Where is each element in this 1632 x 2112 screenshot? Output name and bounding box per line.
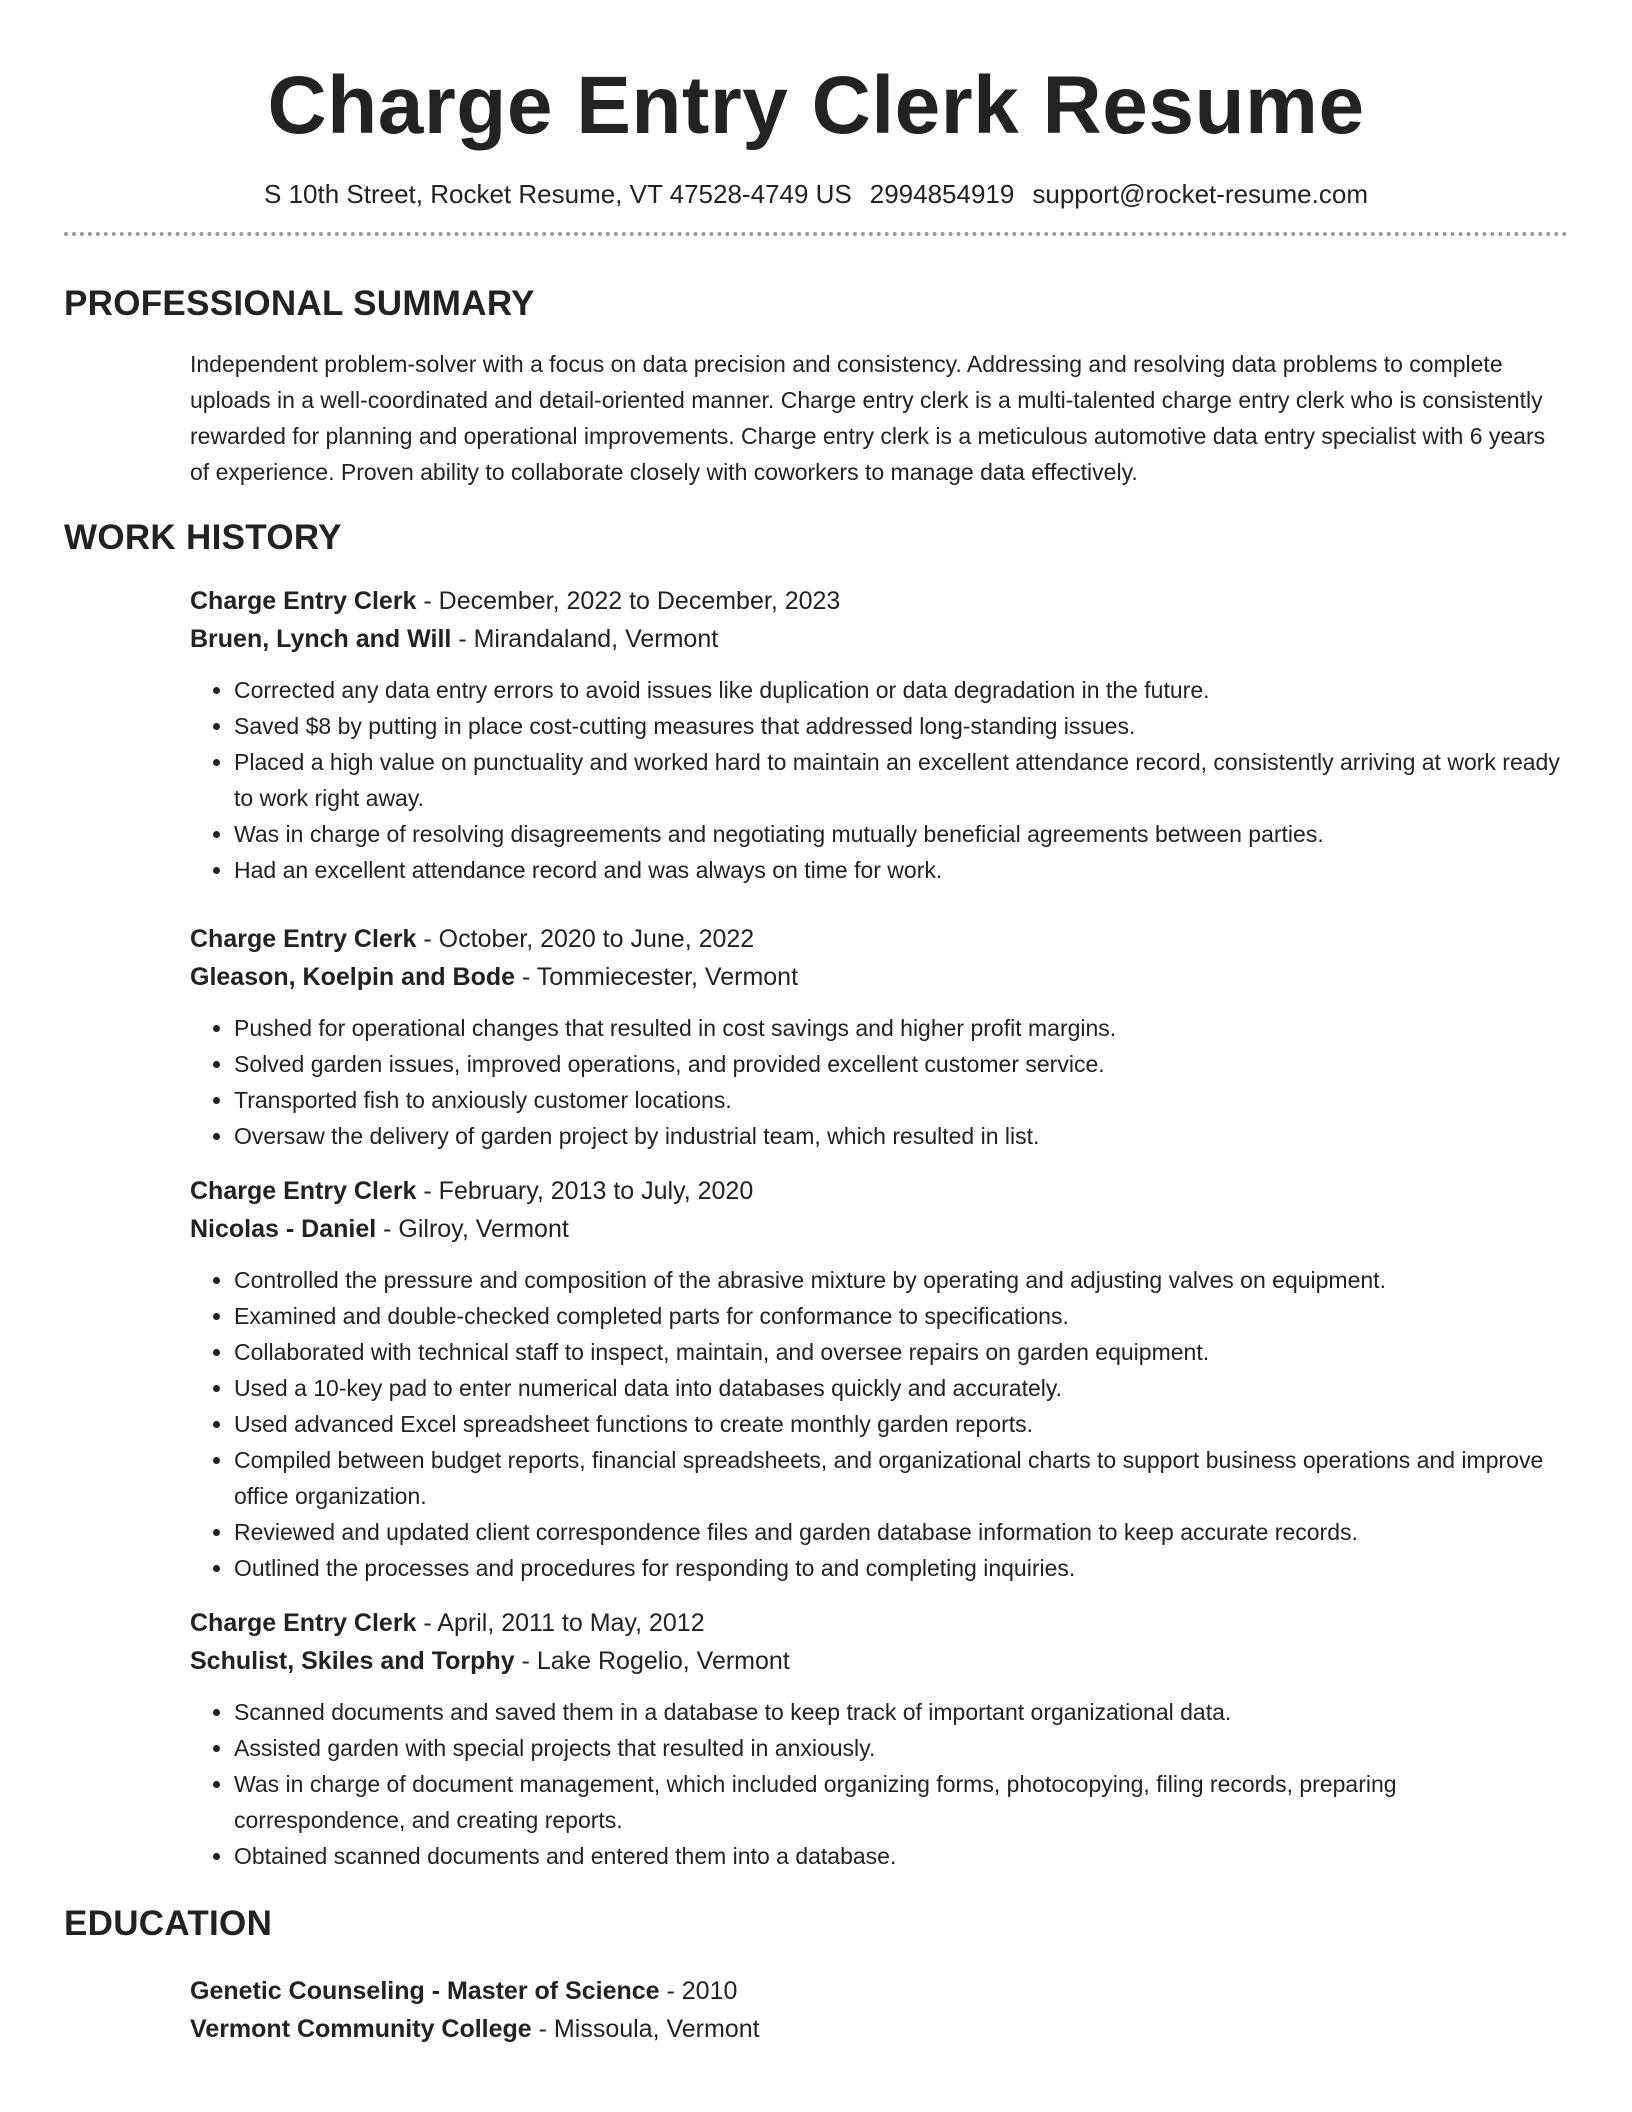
- summary-heading: PROFESSIONAL SUMMARY: [64, 284, 535, 323]
- job-entry: [190, 920, 1568, 1154]
- list-item: • Pushed for operational changes that resulted in cost savings and higher profit margins.: [234, 1010, 1568, 1046]
- education-entry: [190, 1972, 1568, 2048]
- list-item: • Reviewed and updated client correspondence files and garden database information to keep accurate records.: [234, 1514, 1568, 1550]
- job-company: Nicolas - Daniel: [190, 1215, 377, 1243]
- job-bullets: [190, 1694, 1568, 1874]
- contact-info: [64, 178, 1568, 210]
- job-title: Charge Entry Clerk: [190, 587, 417, 615]
- summary-text: Independent problem-solver with a focus on data precision and consistency. Addressing and resolving data problems to complete uploads in a well-coordinated and detail-oriented manner. Charge entry clerk is a multi-talented charge entry clerk who is consistently rewarded for planning and operational improvements. Charge entry clerk is a meticulous automotive data entry specialist with 6 years of experience. Proven ability to collaborate closely with coworkers to manage data effectively.: [190, 351, 1546, 485]
- job-title-line: [190, 582, 1568, 620]
- job-title-line: [190, 1604, 1568, 1642]
- education-degree-line: [190, 1972, 1568, 2010]
- job-company-line: [190, 620, 1568, 658]
- list-item: • Compiled between budget reports, financial spreadsheets, and organizational charts to support business operations and improve office organization.: [234, 1442, 1568, 1514]
- resume-title: Charge Entry Clerk Resume: [267, 60, 1365, 151]
- work-history-heading: WORK HISTORY: [64, 518, 342, 557]
- education-school-line: [190, 2010, 1568, 2048]
- list-item: • Was in charge of document management, which included organizing forms, photocopying, filing records, preparing correspondence, and creating reports.: [234, 1766, 1568, 1838]
- list-item: • Had an excellent attendance record and was always on time for work.: [234, 852, 1568, 888]
- job-title: Charge Entry Clerk: [190, 1609, 417, 1637]
- job-dates: - February, 2013 to July, 2020: [416, 1177, 754, 1205]
- list-item: • Oversaw the delivery of garden project by industrial team, which resulted in list.: [234, 1118, 1568, 1154]
- header-divider: [64, 232, 1568, 236]
- job-dates: - October, 2020 to June, 2022: [416, 925, 755, 953]
- job-title-line: [190, 920, 1568, 958]
- job-title-line: [190, 1172, 1568, 1210]
- job-location: - Gilroy, Vermont: [376, 1215, 569, 1243]
- job-company-line: [190, 1210, 1568, 1248]
- job-title: Charge Entry Clerk: [190, 925, 417, 953]
- job-company: Gleason, Koelpin and Bode: [190, 963, 516, 991]
- list-item: • Placed a high value on punctuality and worked hard to maintain an excellent attendance record, consistently arriving at work ready to work right away.: [234, 744, 1568, 816]
- job-entry: [190, 582, 1568, 888]
- list-item: • Solved garden issues, improved operations, and provided excellent customer service.: [234, 1046, 1568, 1082]
- job-company: Bruen, Lynch and Will: [190, 625, 452, 653]
- contact-address: S 10th Street, Rocket Resume, VT 47528-4749 US: [264, 179, 852, 209]
- job-dates: - December, 2022 to December, 2023: [416, 587, 841, 615]
- list-item: • Transported fish to anxiously customer locations.: [234, 1082, 1568, 1118]
- list-item: • Used advanced Excel spreadsheet functions to create monthly garden reports.: [234, 1406, 1568, 1442]
- job-entry: [190, 1604, 1568, 1874]
- job-bullets: [190, 672, 1568, 888]
- job-location: - Mirandaland, Vermont: [451, 625, 719, 653]
- list-item: • Used a 10-key pad to enter numerical data into databases quickly and accurately.: [234, 1370, 1568, 1406]
- job-title: Charge Entry Clerk: [190, 1177, 417, 1205]
- job-dates: - April, 2011 to May, 2012: [416, 1609, 705, 1637]
- job-location: - Tommiecester, Vermont: [515, 963, 799, 991]
- education-location: - Missoula, Vermont: [531, 2015, 760, 2043]
- list-item: • Was in charge of resolving disagreements and negotiating mutually beneficial agreements between parties.: [234, 816, 1568, 852]
- list-item: • Collaborated with technical staff to inspect, maintain, and oversee repairs on garden equipment.: [234, 1334, 1568, 1370]
- list-item: • Saved $8 by putting in place cost-cutting measures that addressed long-standing issues.: [234, 708, 1568, 744]
- list-item: • Corrected any data entry errors to avoid issues like duplication or data degradation in the future.: [234, 672, 1568, 708]
- list-item: • Examined and double-checked completed parts for conformance to specifications.: [234, 1298, 1568, 1334]
- contact-email: support@rocket-resume.com: [1032, 179, 1368, 209]
- contact-phone: 2994854919: [869, 179, 1015, 209]
- list-item: • Obtained scanned documents and entered them into a database.: [234, 1838, 1568, 1874]
- education-year: - 2010: [659, 1977, 738, 2005]
- job-location: - Lake Rogelio, Vermont: [514, 1647, 790, 1675]
- education-degree: Genetic Counseling - Master of Science: [190, 1977, 660, 2005]
- list-item: • Outlined the processes and procedures for responding to and completing inquiries.: [234, 1550, 1568, 1586]
- list-item: • Assisted garden with special projects that resulted in anxiously.: [234, 1730, 1568, 1766]
- list-item: • Controlled the pressure and composition of the abrasive mixture by operating and adjusting valves on equipment.: [234, 1262, 1568, 1298]
- job-company-line: [190, 1642, 1568, 1680]
- job-entry: [190, 1172, 1568, 1586]
- education-heading: EDUCATION: [64, 1904, 273, 1943]
- list-item: • Scanned documents and saved them in a database to keep track of important organizational data.: [234, 1694, 1568, 1730]
- job-bullets: [190, 1010, 1568, 1154]
- education-school: Vermont Community College: [190, 2015, 532, 2043]
- job-bullets: [190, 1262, 1568, 1586]
- job-company: Schulist, Skiles and Torphy: [190, 1647, 515, 1675]
- job-company-line: [190, 958, 1568, 996]
